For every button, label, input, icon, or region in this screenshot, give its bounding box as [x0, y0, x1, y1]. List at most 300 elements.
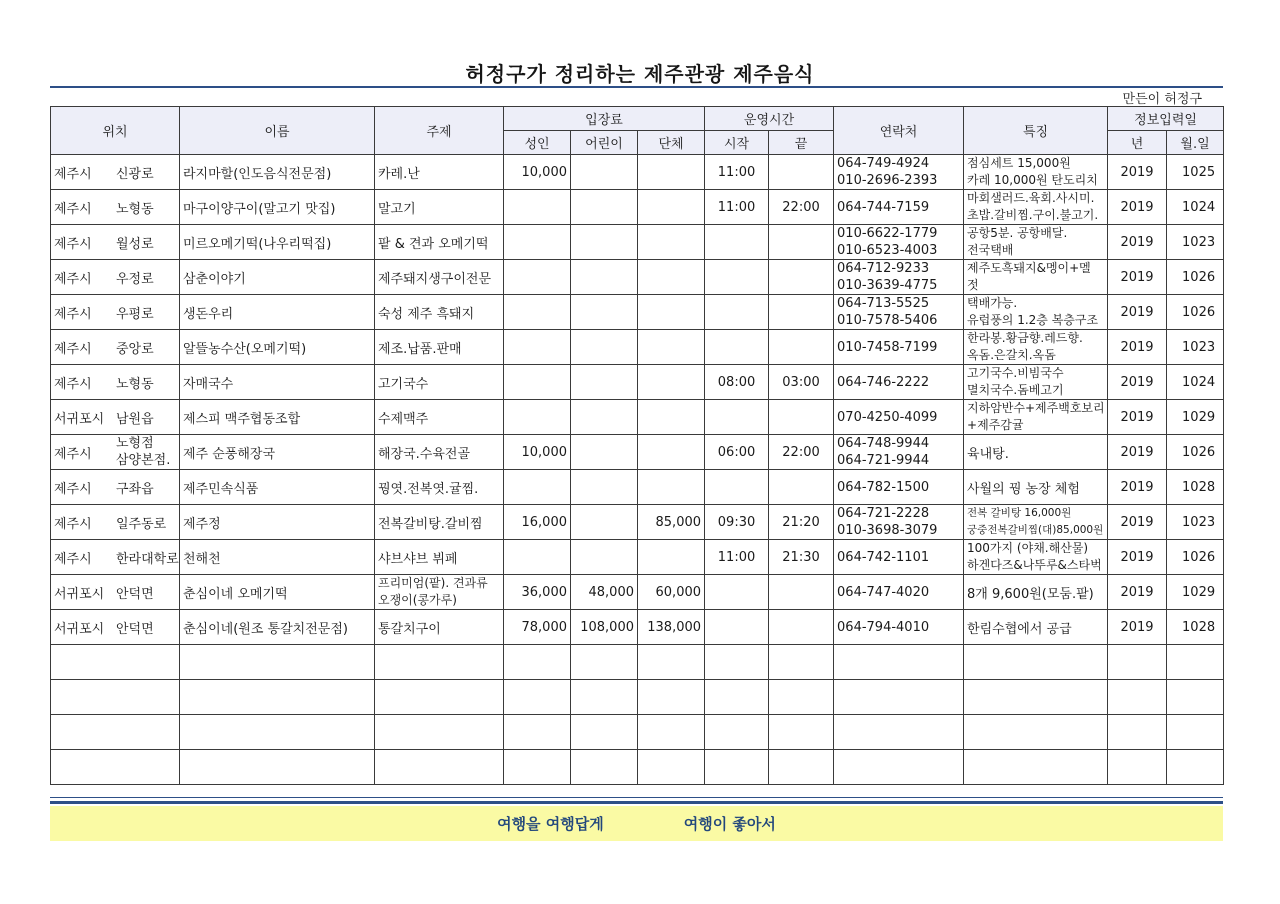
cell-line: 064-712-9233	[837, 261, 930, 276]
cell-lines	[837, 155, 960, 189]
cell-line: 하겐다즈&나뚜루&스타벅	[967, 558, 1102, 572]
cell-month: 10	[1182, 514, 1199, 530]
cell-line: 010-3698-3079	[837, 523, 938, 538]
cell-fee-child	[571, 190, 638, 225]
cell-day: 24	[1198, 374, 1216, 390]
cell-contact	[834, 610, 964, 645]
cell-line: 오쟁이(콩가루)	[378, 593, 457, 607]
cell-feature	[964, 190, 1108, 225]
empty-cell	[705, 715, 769, 750]
cell-feature	[964, 540, 1108, 575]
cell-fee-group: 138,000	[638, 610, 705, 645]
location-city: 제주시	[54, 481, 92, 497]
cell-contact	[834, 295, 964, 330]
cell-year: 2019	[1108, 365, 1167, 400]
cell-line: 공항5분. 공항배달.	[967, 226, 1068, 240]
cell-line: 사월의 꿩 농장 체험	[967, 481, 1080, 497]
empty-cell	[769, 750, 834, 785]
table-row	[51, 330, 1224, 365]
cell-contact	[834, 330, 964, 365]
cell-contact	[834, 575, 964, 610]
footer-divider-thick	[50, 801, 1223, 804]
month-day-group	[1170, 445, 1220, 460]
table-row	[51, 155, 1224, 190]
cell-lines	[967, 295, 1104, 329]
cell-month-day	[1167, 190, 1224, 225]
empty-cell	[571, 750, 638, 785]
table-row	[51, 470, 1224, 505]
empty-cell	[964, 750, 1108, 785]
cell-month: 10	[1182, 164, 1199, 180]
cell-line: 제주도흑돼지&멩이+멜	[967, 261, 1091, 275]
cell-line: 010-2696-2393	[837, 173, 938, 188]
cell-name: 제주민속식품	[180, 470, 375, 505]
table-row	[51, 400, 1224, 435]
location-area: 남원읍	[116, 411, 154, 427]
cell-day: 28	[1198, 479, 1216, 495]
month-day-group	[1170, 165, 1220, 180]
cell-line: 010-3639-4775	[837, 278, 938, 293]
cell-fee-child	[571, 330, 638, 365]
empty-cell	[375, 750, 504, 785]
cell-day: 23	[1198, 339, 1216, 355]
month-day-group	[1170, 585, 1220, 600]
location-city: 제주시	[54, 306, 92, 322]
cell-line: 카레 10,000원 탄도리치	[967, 173, 1098, 187]
empty-cell	[504, 645, 571, 680]
header-fee-group: 단체	[638, 131, 705, 155]
cell-theme: 수제맥주	[375, 400, 504, 435]
header-feature: 특징	[964, 107, 1108, 155]
empty-cell	[769, 645, 834, 680]
cell-line: 택배가능.	[967, 296, 1018, 310]
cell-lines	[837, 505, 960, 539]
cell-feature	[964, 470, 1108, 505]
title-divider	[50, 86, 1223, 88]
cell-fee-child	[571, 505, 638, 540]
empty-cell	[504, 750, 571, 785]
empty-cell	[705, 680, 769, 715]
cell-line: 064-721-9944	[837, 453, 930, 468]
cell-location	[51, 225, 180, 260]
cell-fee-group	[638, 260, 705, 295]
cell-line: 010-7578-5406	[837, 313, 938, 328]
location-city: 제주시	[54, 166, 92, 182]
location-city: 서귀포시	[54, 621, 105, 637]
cell-line: +제주감귤	[967, 418, 1024, 432]
cell-hours-start: 06:00	[705, 435, 769, 470]
location-area: 안덕면	[116, 586, 154, 602]
cell-line: 궁중전복갈비찜(대)85,000원	[967, 524, 1104, 536]
cell-name: 제주정	[180, 505, 375, 540]
empty-row	[51, 645, 1224, 680]
cell-lines	[837, 435, 960, 469]
cell-line: 100가지 (야채.해산물)	[967, 541, 1089, 555]
header-hours-start: 시작	[705, 131, 769, 155]
table-row	[51, 575, 1224, 610]
cell-fee-adult	[504, 330, 571, 365]
cell-hours-end	[769, 470, 834, 505]
month-day-group	[1170, 375, 1220, 390]
cell-contact	[834, 540, 964, 575]
cell-location	[51, 505, 180, 540]
cell-day: 26	[1198, 269, 1216, 285]
location-city: 제주시	[54, 201, 92, 217]
cell-fee-group	[638, 400, 705, 435]
cell-contact	[834, 365, 964, 400]
cell-month-day	[1167, 155, 1224, 190]
cell-line: 옥돔.은갈치.옥돔	[967, 348, 1056, 362]
cell-month: 10	[1182, 409, 1199, 425]
cell-line: 010-6523-4003	[837, 243, 938, 258]
cell-line: 064-747-4020	[837, 584, 930, 600]
cell-theme: 제조.납품.판매	[375, 330, 504, 365]
cell-month: 10	[1182, 374, 1199, 390]
cell-lines	[967, 505, 1104, 539]
month-day-group	[1170, 340, 1220, 355]
empty-cell	[964, 715, 1108, 750]
cell-theme: 제주돼지생구이전문	[375, 260, 504, 295]
table-body	[51, 155, 1224, 785]
cell-hours-start	[705, 225, 769, 260]
cell-location	[51, 330, 180, 365]
location-area: 신광로	[116, 166, 154, 182]
cell-fee-child	[571, 365, 638, 400]
cell-month: 10	[1182, 479, 1199, 495]
cell-contact	[834, 400, 964, 435]
cell-feature	[964, 155, 1108, 190]
cell-location	[51, 190, 180, 225]
cell-month-day	[1167, 575, 1224, 610]
cell-line: 초밥.갈비찜.구이.불고기.	[967, 208, 1099, 222]
cell-name: 천해천	[180, 540, 375, 575]
location-city: 제주시	[54, 341, 92, 357]
cell-name: 생돈우리	[180, 295, 375, 330]
cell-location	[51, 610, 180, 645]
month-day-group	[1170, 410, 1220, 425]
cell-lines	[967, 365, 1104, 399]
cell-month: 10	[1182, 444, 1199, 460]
cell-fee-adult: 10,000	[504, 155, 571, 190]
cell-month-day	[1167, 295, 1224, 330]
cell-month: 10	[1182, 549, 1199, 565]
cell-line: 064-742-1101	[837, 549, 930, 565]
empty-cell	[1167, 680, 1224, 715]
cell-theme: 카레.난	[375, 155, 504, 190]
cell-lines	[837, 260, 960, 294]
empty-cell	[1108, 750, 1167, 785]
location-area: 우평로	[116, 306, 154, 322]
cell-month-day	[1167, 400, 1224, 435]
cell-day: 28	[1198, 619, 1216, 635]
cell-feature	[964, 225, 1108, 260]
cell-day: 24	[1198, 199, 1216, 215]
cell-month: 10	[1182, 234, 1199, 250]
month-day-group	[1170, 480, 1220, 495]
cell-feature	[964, 260, 1108, 295]
cell-hours-start	[705, 295, 769, 330]
cell-fee-adult	[504, 260, 571, 295]
cell-fee-group: 85,000	[638, 505, 705, 540]
cell-name: 라지마할(인도음식전문점)	[180, 155, 375, 190]
cell-fee-group: 60,000	[638, 575, 705, 610]
location-group	[54, 233, 176, 252]
location-group	[54, 408, 176, 427]
empty-cell	[964, 680, 1108, 715]
location-area: 일주동로	[116, 516, 167, 532]
empty-row	[51, 750, 1224, 785]
cell-line: 육내탕.	[967, 446, 1009, 462]
table-row	[51, 435, 1224, 470]
cell-hours-start: 09:30	[705, 505, 769, 540]
cell-fee-child: 48,000	[571, 575, 638, 610]
table-row	[51, 190, 1224, 225]
cell-hours-start	[705, 470, 769, 505]
location-area-line: 삼양본점.	[116, 453, 171, 468]
empty-cell	[180, 750, 375, 785]
cell-fee-adult	[504, 225, 571, 260]
cell-fee-adult: 10,000	[504, 435, 571, 470]
cell-line: 064-713-5525	[837, 296, 930, 311]
header-contact: 연락처	[834, 107, 964, 155]
cell-name: 알뜰농수산(오메기떡)	[180, 330, 375, 365]
cell-feature	[964, 505, 1108, 540]
cell-day: 25	[1198, 164, 1216, 180]
cell-hours-end	[769, 330, 834, 365]
table-row	[51, 365, 1224, 400]
empty-cell	[375, 680, 504, 715]
cell-location	[51, 155, 180, 190]
cell-hours-start: 11:00	[705, 190, 769, 225]
cell-location	[51, 400, 180, 435]
location-group	[54, 478, 176, 497]
cell-name: 미르오메기떡(나우리떡집)	[180, 225, 375, 260]
cell-location	[51, 365, 180, 400]
cell-year: 2019	[1108, 400, 1167, 435]
cell-name: 자매국수	[180, 365, 375, 400]
author-label: 만든이 허정구	[1122, 92, 1202, 107]
cell-line: 064-744-7159	[837, 199, 930, 215]
cell-feature	[964, 330, 1108, 365]
cell-line: 점심세트 15,000원	[967, 156, 1071, 170]
empty-cell	[834, 645, 964, 680]
cell-fee-adult	[504, 540, 571, 575]
cell-fee-adult: 36,000	[504, 575, 571, 610]
cell-line: 멸치국수.돔베고기	[967, 383, 1064, 397]
cell-contact	[834, 225, 964, 260]
cell-line: 064-794-4010	[837, 619, 930, 635]
header-location: 위치	[51, 107, 180, 155]
cell-lines	[967, 400, 1104, 434]
cell-fee-child	[571, 435, 638, 470]
empty-cell	[571, 645, 638, 680]
month-day-group	[1170, 270, 1220, 285]
cell-hours-end: 22:00	[769, 190, 834, 225]
cell-fee-child	[571, 155, 638, 190]
cell-day: 23	[1198, 234, 1216, 250]
header-name: 이름	[180, 107, 375, 155]
cell-line: 전복 갈비탕 16,000원	[967, 507, 1072, 519]
cell-hours-end	[769, 295, 834, 330]
cell-hours-start	[705, 330, 769, 365]
empty-cell	[1167, 715, 1224, 750]
location-city: 서귀포시	[54, 586, 105, 602]
cell-hours-start: 11:00	[705, 540, 769, 575]
location-area: 중앙로	[116, 341, 154, 357]
cell-name: 춘심이네 오메기떡	[180, 575, 375, 610]
location-city: 제주시	[54, 236, 92, 252]
cell-line: 프리미엄(팥). 견과류	[378, 576, 488, 590]
cell-hours-end	[769, 155, 834, 190]
cell-theme: 숙성 제주 흑돼지	[375, 295, 504, 330]
cell-hours-end	[769, 400, 834, 435]
month-day-group	[1170, 200, 1220, 215]
location-group	[54, 373, 176, 392]
cell-fee-group	[638, 540, 705, 575]
cell-name: 제주 순풍해장국	[180, 435, 375, 470]
cell-feature	[964, 365, 1108, 400]
cell-hours-start: 11:00	[705, 155, 769, 190]
header-fee-adult: 성인	[504, 131, 571, 155]
cell-day: 29	[1198, 409, 1216, 425]
cell-location	[51, 540, 180, 575]
cell-year: 2019	[1108, 155, 1167, 190]
cell-lines	[967, 260, 1104, 294]
empty-cell	[1167, 750, 1224, 785]
cell-month: 10	[1182, 304, 1199, 320]
location-group	[54, 618, 176, 637]
cell-fee-group	[638, 155, 705, 190]
location-area: 안덕면	[116, 621, 154, 637]
cell-line: 한라봉.황금향.레드향.	[967, 331, 1083, 345]
empty-cell	[180, 680, 375, 715]
cell-month-day	[1167, 470, 1224, 505]
cell-line: 064-748-9944	[837, 436, 930, 451]
cell-month-day	[1167, 610, 1224, 645]
cell-fee-adult: 78,000	[504, 610, 571, 645]
cell-fee-group	[638, 225, 705, 260]
cell-year: 2019	[1108, 190, 1167, 225]
cell-fee-group	[638, 470, 705, 505]
cell-year: 2019	[1108, 330, 1167, 365]
cell-feature	[964, 400, 1108, 435]
cell-name: 춘심이네(원조 통갈치전문점)	[180, 610, 375, 645]
cell-fee-child	[571, 470, 638, 505]
location-group	[54, 513, 176, 532]
cell-month-day	[1167, 505, 1224, 540]
cell-month-day	[1167, 365, 1224, 400]
cell-theme	[375, 575, 504, 610]
empty-cell	[51, 680, 180, 715]
cell-theme: 전복갈비탕.갈비찜	[375, 505, 504, 540]
cell-year: 2019	[1108, 470, 1167, 505]
empty-cell	[571, 680, 638, 715]
cell-month-day	[1167, 225, 1224, 260]
cell-theme: 샤브샤브 뷔페	[375, 540, 504, 575]
cell-line: 010-6622-1779	[837, 226, 938, 241]
cell-day: 26	[1198, 304, 1216, 320]
cell-theme: 꿩엿.전복엿.귤찜.	[375, 470, 504, 505]
table-row	[51, 610, 1224, 645]
cell-day: 26	[1198, 444, 1216, 460]
empty-cell	[769, 680, 834, 715]
cell-hours-end: 22:00	[769, 435, 834, 470]
cell-location	[51, 295, 180, 330]
location-city: 제주시	[54, 271, 92, 287]
empty-cell	[51, 750, 180, 785]
empty-cell	[571, 715, 638, 750]
cell-lines	[967, 155, 1104, 189]
cell-feature	[964, 295, 1108, 330]
month-day-group	[1170, 620, 1220, 635]
location-city: 서귀포시	[54, 411, 105, 427]
cell-fee-group	[638, 365, 705, 400]
cell-line: 064-749-4924	[837, 156, 930, 171]
cell-theme: 말고기	[375, 190, 504, 225]
cell-hours-start: 08:00	[705, 365, 769, 400]
cell-lines	[967, 540, 1104, 574]
cell-line: 고기국수.비빔국수	[967, 366, 1064, 380]
empty-cell	[638, 715, 705, 750]
cell-month-day	[1167, 435, 1224, 470]
cell-fee-group	[638, 330, 705, 365]
footer-slogan-right: 여행이 좋아서	[683, 815, 776, 833]
location-area: 구좌읍	[116, 481, 154, 497]
cell-hours-end	[769, 575, 834, 610]
location-city: 제주시	[54, 446, 92, 462]
table-row	[51, 225, 1224, 260]
empty-cell	[769, 715, 834, 750]
cell-lines	[967, 225, 1104, 259]
cell-location	[51, 575, 180, 610]
cell-theme: 해장국.수육전골	[375, 435, 504, 470]
location-city: 제주시	[54, 551, 92, 567]
cell-fee-child	[571, 400, 638, 435]
month-day-group	[1170, 305, 1220, 320]
cell-month-day	[1167, 330, 1224, 365]
location-group	[54, 583, 176, 602]
location-group	[54, 548, 179, 567]
restaurant-table	[50, 106, 1224, 785]
location-group	[54, 268, 176, 287]
location-group	[54, 435, 176, 469]
empty-cell	[834, 680, 964, 715]
cell-fee-child	[571, 295, 638, 330]
empty-cell	[375, 645, 504, 680]
cell-day: 29	[1198, 584, 1216, 600]
cell-theme: 고기국수	[375, 365, 504, 400]
cell-line: 064-721-2228	[837, 506, 930, 521]
cell-line: 지하암반수+제주백호보리	[967, 401, 1105, 415]
cell-line: 064-782-1500	[837, 479, 930, 495]
location-city: 제주시	[54, 376, 92, 392]
cell-year: 2019	[1108, 575, 1167, 610]
cell-fee-adult	[504, 295, 571, 330]
cell-hours-end: 21:20	[769, 505, 834, 540]
cell-fee-group	[638, 435, 705, 470]
cell-contact	[834, 435, 964, 470]
cell-contact	[834, 155, 964, 190]
cell-name: 제스피 맥주협동조합	[180, 400, 375, 435]
empty-cell	[1167, 645, 1224, 680]
cell-line: 8개 9,600원(모둠.팥)	[967, 586, 1094, 602]
empty-cell	[504, 680, 571, 715]
cell-fee-child	[571, 540, 638, 575]
cell-year: 2019	[1108, 295, 1167, 330]
cell-line: 젓	[967, 278, 979, 292]
empty-cell	[180, 645, 375, 680]
location-area: 노형동	[116, 376, 154, 392]
